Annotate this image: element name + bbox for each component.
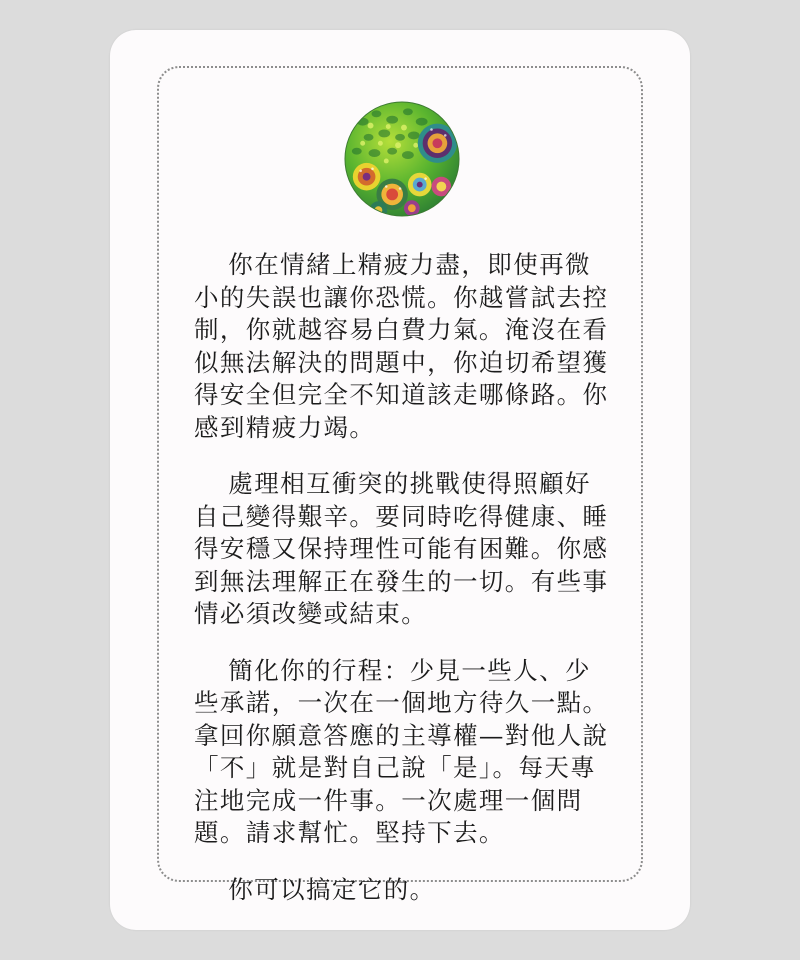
closing-line: 你可以搞定它的。 bbox=[228, 874, 436, 904]
paragraph-2: 處理相互衝突的挑戰使得照顧好自己變得艱辛。要同時吃得健康、睡得安穩又保持理性可能有困難。你感到無法理解正在發生的一切。有些事情必須改變或結束。 bbox=[194, 469, 609, 628]
card-text bbox=[194, 249, 614, 906]
mosaic-circle-icon bbox=[343, 100, 461, 218]
paragraph-1: 你在情緒上精疲力盡，即使再微小的失誤也讓你恐慌。你越嘗試去控制，你就越容易白費力氣。淹沒在看似無法解決的問題中，你迫切希望獲得安全但完全不知道該走哪條路。你感到精疲力竭。 bbox=[194, 250, 609, 442]
affirmation-card bbox=[110, 30, 690, 930]
paragraph-3: 簡化你的行程：少見一些人、少些承諾，一次在一個地方待久一點。拿回你願意答應的主導權—對他人說「不」就是對自己說「是」。每天專注地完成一件事。一次處理一個問題。請求幫忙。堅持下去。 bbox=[194, 655, 609, 847]
